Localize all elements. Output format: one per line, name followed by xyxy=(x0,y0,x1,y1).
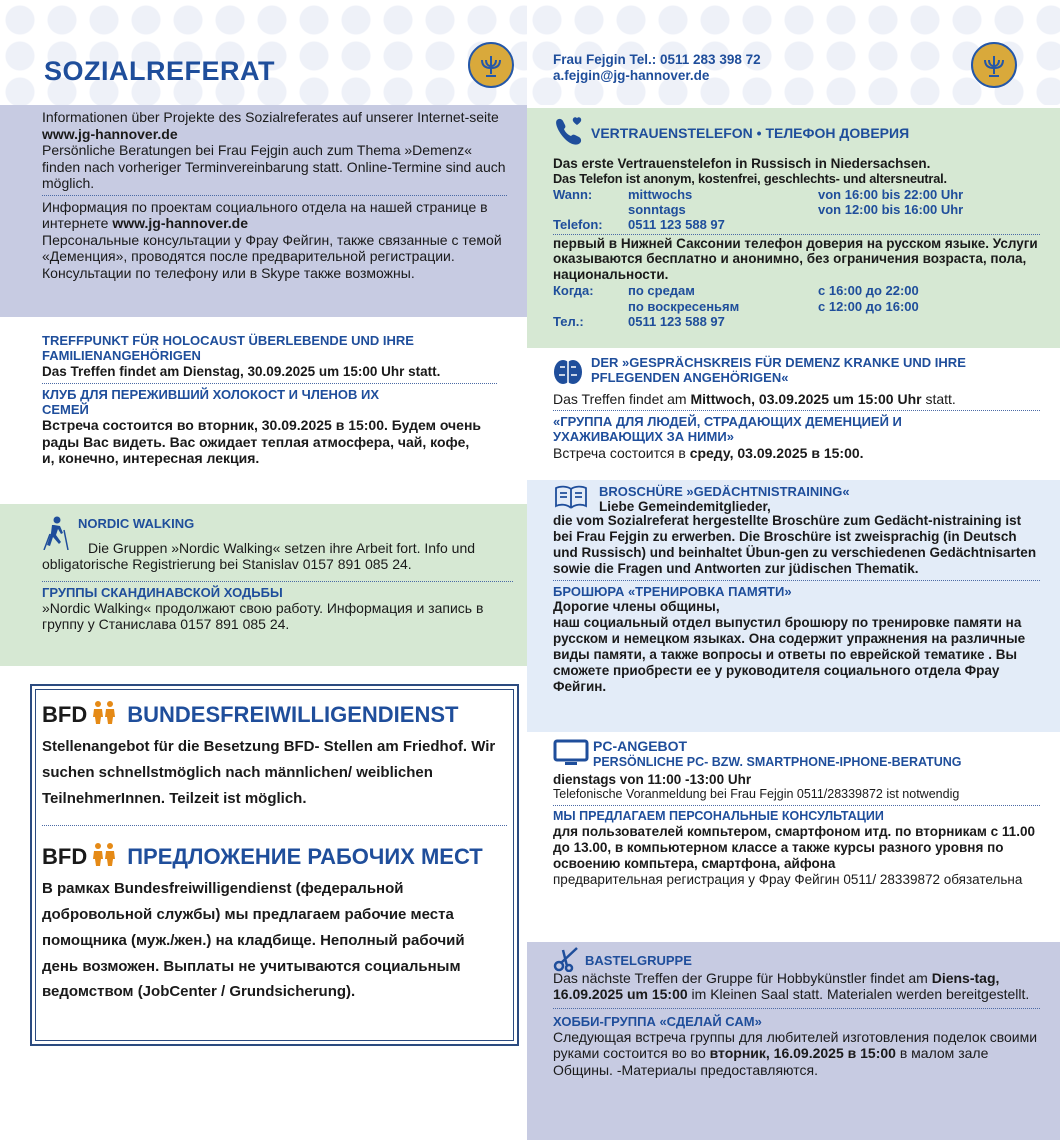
menorah-logo-icon xyxy=(468,42,514,88)
walker-icon xyxy=(42,516,78,554)
contact-email[interactable]: a.fejgin@jg-hannover.de xyxy=(553,67,710,83)
hotline-phone-ru[interactable]: 0511 123 588 97 xyxy=(628,313,725,329)
bfd-title-ru-row: BFD ПРЕДЛОЖЕНИЕ РАБОЧИХ МЕСТ xyxy=(42,842,507,872)
brochure-section: BROSCHÜRE »GEDÄCHTNISTRAINING« Liebe Gemeindemitglieder, die vom Sozialreferat hergestellte Broschüre zum Gedächt-nistraining ist bei Frau Fejgin zu erwerben. Die Broschüre ist zweisprachig (in Deutsch und Russisch) und beinhaltet Übun-gen zu verschiedenen Gedächtnisarten sowie die Fragen und Antworten zur jüdischen Thematik. БРОШЮРА «ТРЕНИРОВКА ПАМЯТИ» Дорогие члены общины, наш социальный отдел выпустил брошюру по тренировке памяти на русском и немецком языках. Она содержит упражнения на различные виды памяти, а также вопросы и ответы по еврейской тематике . Вы сможете приобрести ее у руководителя социального отдела Фрау Фейгин. xyxy=(527,480,1060,732)
bfd-title-ru: ПРЕДЛОЖЕНИЕ РАБОЧИХ МЕСТ xyxy=(127,844,483,870)
craft-title-de: BASTELGRUPPE xyxy=(585,953,692,969)
holocaust-text-de: Das Treffen findet am Dienstag, 30.09.2025 um 15:00 Uhr statt. xyxy=(42,363,441,379)
holocaust-title-ru: КЛУБ ДЛЯ ПЕРЕЖИВШИЙ ХОЛОКОСТ И ЧЛЕНОВ ИХ СЕМЕЙ xyxy=(42,386,380,417)
craft-section: BASTELGRUPPE Das nächste Treffen der Gruppe für Hobbykünstler findet am Diens-tag, 16.09.2025 um 15:00 im Kleinen Saal statt. Materialen werden bereitgestellt. ХОББИ-ГРУППА «СДЕЛАЙ САМ» Следующая встреча группы для любителей изготовления поделок своими руками состоится во во вторник, 16.09.2025 в 15:00 в малом зале Общины. -Материалы предоставляются. xyxy=(527,942,1060,1140)
intro-section: Informationen über Projekte des Sozialreferates auf unserer Internet-seite www.jg-hannover.de Persönliche Beratungen bei Frau Fejgin auch zum Thema »Demenz« finden nach vorheriger Terminvereinbarung statt. Online-Termine sind auch möglich. Информация по проектам социального отдела на нашей странице в интернете www.jg-hannover.de Персональные консультации у Фрау Фейгин, также связанные с темой «Деменция», проводятся после предварительной регистрации. Консультации по телефону или в Skype также возможны. xyxy=(0,105,527,317)
walking-text-ru: »Nordic Walking« продолжают свою работу. Информация и запись в группу у Станислава 0157 891 085 24. xyxy=(42,599,484,633)
monitor-icon xyxy=(553,738,589,772)
walking-section xyxy=(0,504,527,666)
right-column xyxy=(527,0,1060,1140)
website-link[interactable]: www.jg-hannover.de xyxy=(42,125,178,142)
phone-heart-icon xyxy=(553,116,587,150)
pc-title-ru: МЫ ПРЕДЛАГАЕМ ПЕРСОНАЛЬНЫЕ КОНСУЛЬТАЦИИ xyxy=(553,809,884,824)
brochure-title-ru: БРОШЮРА «ТРЕНИРОВКА ПАМЯТИ» xyxy=(553,583,792,599)
walking-text-de: Die Gruppen »Nordic Walking« setzen ihre Arbeit fort. Info und obligatorische Registrierung bei Stanislav 0157 891 085 24. xyxy=(42,539,476,573)
pc-section: PC-ANGEBOT PERSÖNLICHE PC- BZW. SMARTPHONE-IPHONE-BERATUNG dienstags von 11:00 -13:00 Uhr Telefonische Voranmeldung bei Frau Fejgin 0511/28339872 ist notwendig МЫ ПРЕДЛАГАЕМ ПЕРСОНАЛЬНЫЕ КОНСУЛЬТАЦИИ для пользователей компьтером, смартфоном итд. по вторникам с 11.00 до 13.00, в компьютерном классе а также курсы разного уровня по освоению компьтера, смартфона, айфона предварительная регистрация у Фрау Фейгин 0511/ 28339872 обязательна xyxy=(527,738,1060,938)
left-header xyxy=(0,0,527,105)
contact-phone[interactable]: Frau Fejgin Tel.: 0511 283 398 72 xyxy=(553,52,761,67)
brochure-text-de: die vom Sozialreferat hergestellte Broschüre zum Gedächt-nistraining ist bei Frau Fejgin zu erwerben. Die Broschüre ist zweisprachig (in Deutsch und Russisch) und beinhaltet Übun-gen zu verschiedenen Gedächtnisarten sowie die Fragen und Antworten zur jüdischen Thematik. xyxy=(553,513,1037,577)
hotline-phone[interactable]: 0511 123 588 97 xyxy=(628,217,725,233)
pc-subtitle: PERSÖNLICHE PC- BZW. SMARTPHONE-IPHONE-BERATUNG xyxy=(593,754,962,769)
walking-title-de: NORDIC WALKING xyxy=(78,516,195,531)
website-link-ru[interactable]: www.jg-hannover.de xyxy=(112,215,248,232)
bfd-title-de: BUNDESFREIWILLIGENDIENST xyxy=(127,702,459,727)
walking-title-ru: ГРУППЫ СКАНДИНАВСКОЙ ХОДЬБЫ xyxy=(42,584,283,600)
right-header xyxy=(527,0,1060,105)
bfd-box xyxy=(30,684,519,1046)
bfd-text-de: Stellenangebot für die Besetzung BFD- Stellen am Friedhof. Wir suchen schnellstmöglich nach männlichen/ weiblichen TeilnehmerInnen. Teilzeit ist möglich. xyxy=(42,737,496,807)
people-icon xyxy=(91,700,117,730)
bfd-title-de-row: BFD BUNDESFREIWILLIGENDIENST xyxy=(42,700,507,730)
brochure-text-ru: наш социальный отдел выпустил брошюру по тренировке памяти на русском и немецком языках. Она содержит упражнения на различные виды памяти, а также вопросы и ответы по еврейской тематике . Вы сможете приобрести ее у руководителя социального отдела Фрау Фейгин. xyxy=(553,615,1026,694)
hotline-title: VERTRAUENSTELEFON • ТЕЛЕФОН ДОВЕРИЯ xyxy=(591,124,910,141)
holocaust-text-ru: Встреча состоится во вторник, 30.09.2025 в 15:00. Будем очень рады Вас видеть. Вас ожидает теплая атмосфера, чай, кофе, и, конечно, интересная лекция. xyxy=(42,417,482,467)
book-icon xyxy=(553,484,589,514)
left-column xyxy=(0,0,527,1140)
craft-title-ru: ХОББИ-ГРУППА «СДЕЛАЙ САМ» xyxy=(553,1013,762,1029)
dementia-title-de: DER »GESPRÄCHSKREIS FÜR DEMENZ KRANKE UND IHRE PFLEGENDEN ANGEHÖRIGEN« xyxy=(591,355,966,386)
dementia-title-ru: «ГРУППА ДЛЯ ЛЮДЕЙ, СТРАДАЮЩИХ ДЕМЕНЦИЕЙ И УХАЖИВАЮЩИХ ЗА НИМИ» xyxy=(553,414,902,445)
pc-title: PC-ANGEBOT xyxy=(593,738,688,754)
brain-icon xyxy=(553,357,583,391)
people-icon xyxy=(91,842,117,872)
brochure-title-de: BROSCHÜRE »GEDÄCHTNISTRAINING« xyxy=(599,484,850,499)
hotline-section: VERTRAUENSTELEFON • ТЕЛЕФОН ДОВЕРИЯ Das erste Vertrauenstelefon in Russisch in Niedersachsen. Das Telefon ist anonym, kostenfrei, geschlechts- und altersneutral. Wann: mittwochs von 16:00 bis 22:00 Uhr sonntags von 12:00 bis 16:00 Uhr Telefon: 0511 123 588 97 первый в Нижней Саксонии телефон доверия на русском языке. Услуги оказываются бесплатно и анонимно, без ограничения возраста, пола, национальности. Когда: по средам с 16:00 до 22:00 по воскресеньям с 12:00 до 16:00 Тел.: 0511 123 588 97 xyxy=(527,108,1060,348)
dementia-section: DER »GESPRÄCHSKREIS FÜR DEMENZ KRANKE UND IHRE PFLEGENDEN ANGEHÖRIGEN« Das Treffen findet am Mittwoch, 03.09.2025 um 15:00 Uhr statt. «ГРУППА ДЛЯ ЛЮДЕЙ, СТРАДАЮЩИХ ДЕМЕНЦИЕЙ И УХАЖИВАЮЩИХ ЗА НИМИ» Встреча состоится в среду, 03.09.2025 в 15:00. xyxy=(527,355,1060,475)
holocaust-section xyxy=(0,333,527,503)
bfd-text-ru: В рамках Bundesfreiwilligendienst (федеральной добровольной службы) мы предлагаем рабочие места помощника (муж./жен.) на кладбище. Неполный рабочий день возможен. Выплаты не учитываются социальным ведомством (JobCenter / Grundsicherung). xyxy=(42,880,465,1001)
menorah-logo-icon xyxy=(971,42,1017,88)
holocaust-title-de: TREFFPUNKT FÜR HOLOCAUST ÜBERLEBENDE UND IHRE FAMILIENANGEHÖRIGEN xyxy=(42,333,414,364)
page-title: SOZIALREFERAT xyxy=(44,56,275,86)
